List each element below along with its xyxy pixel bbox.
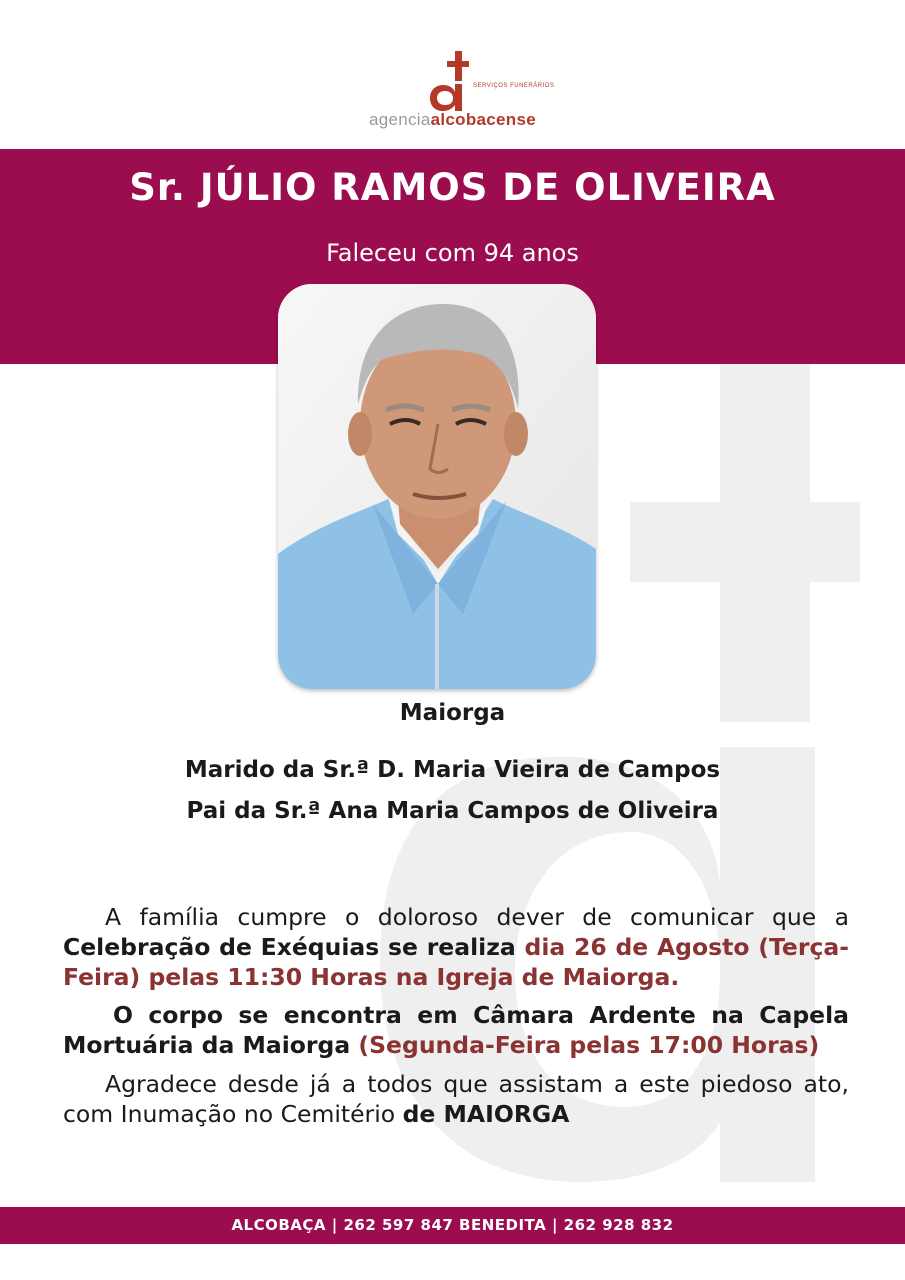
- paragraph-bold-text: O corpo se encontra em Câmara Ardente na Capela Mortuária da Maiorga: [63, 1001, 849, 1059]
- thanks-paragraph: [63, 1069, 849, 1129]
- age-line: Faleceu com 94 anos: [326, 239, 579, 267]
- logo-cross-d-icon: [423, 48, 483, 112]
- logo-brand-light: agencia: [368, 110, 431, 129]
- paragraph-bold-text: de MAIORGA: [402, 1100, 570, 1128]
- logo-subtitle: SERVIÇOS FUNERÁRIOS: [473, 83, 555, 89]
- wake-datetime: (Segunda-Feira pelas 17:00 Horas): [358, 1031, 820, 1059]
- paragraph-bold-text: Celebração de Exéquias se realiza: [63, 933, 525, 961]
- portrait-illustration: [278, 284, 596, 689]
- logo-brand-bold: alcobacense: [430, 110, 536, 129]
- logo-wordmark: [0, 110, 905, 130]
- ceremony-datetime: dia 26 de Agosto (Terça-Feira) pelas 11:30 Horas na Igreja de Maiorga.: [63, 933, 849, 991]
- relation-line: Pai da Sr.ª Ana Maria Campos de Oliveira: [186, 798, 719, 824]
- paragraph-text: A família cumpre o doloroso dever de comunicar que a: [105, 903, 849, 931]
- deceased-name: Sr. JÚLIO RAMOS DE OLIVEIRA: [129, 166, 776, 209]
- paragraph-text: Agradece desde já a todos que assistam a este piedoso ato, com Inumação no Cemitério: [63, 1070, 849, 1128]
- logo: [0, 48, 905, 130]
- relation-line: Marido da Sr.ª D. Maria Vieira de Campos: [184, 757, 721, 783]
- portrait-photo: [278, 284, 596, 689]
- place-of-residence: Maiorga: [399, 700, 506, 726]
- announcement-paragraph: [63, 902, 849, 992]
- footer-contacts: ALCOBAÇA | 262 597 847 BENEDITA | 262 928 832: [0, 1207, 905, 1244]
- wake-paragraph: [63, 1000, 849, 1060]
